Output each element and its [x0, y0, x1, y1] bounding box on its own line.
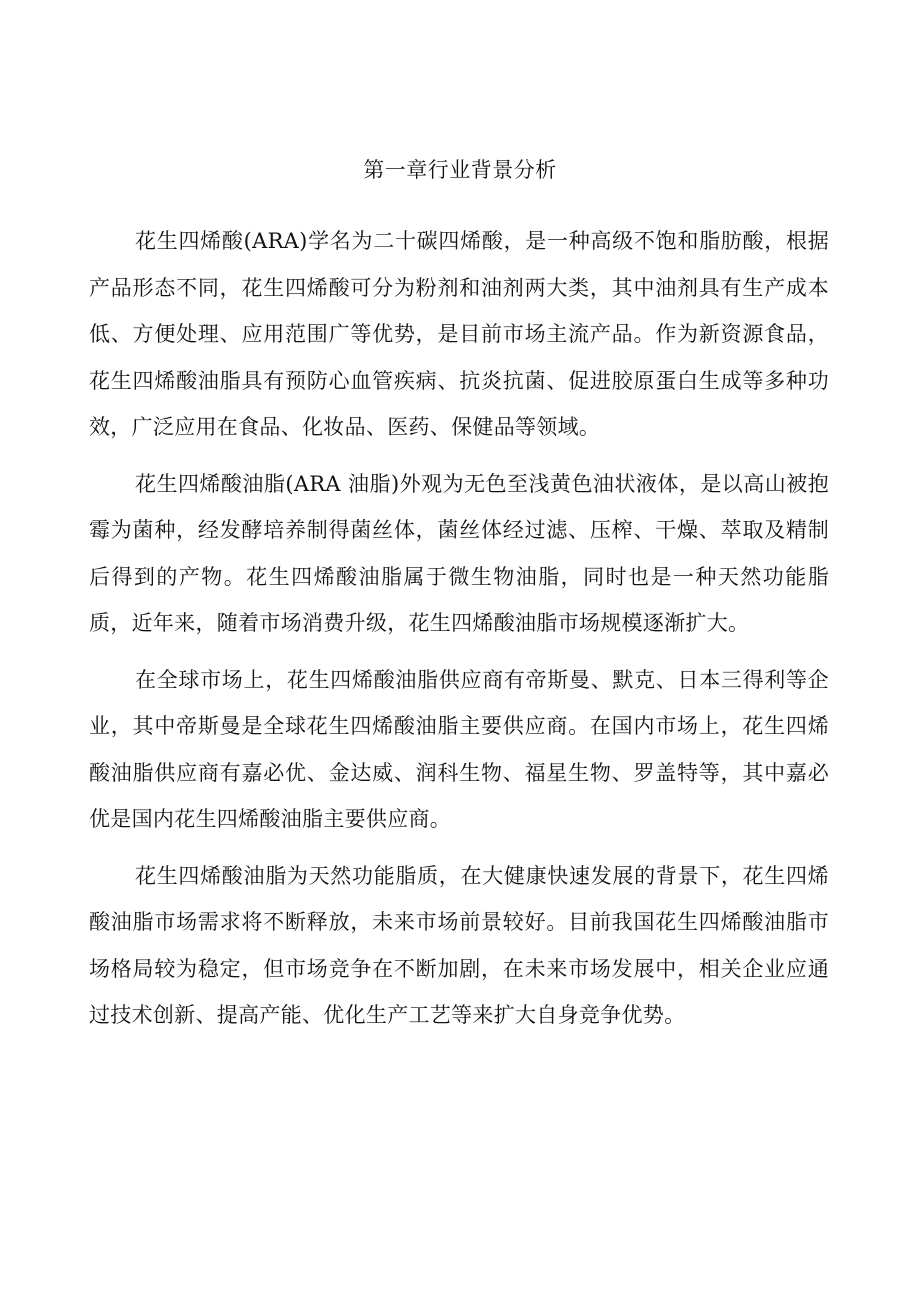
paragraph-2: 花生四烯酸油脂(ARA 油脂)外观为无色至浅黄色油状液体，是以高山被抱霉为菌种，经发酵培养制得菌丝体，菌丝体经过滤、压榨、干燥、萃取及精制后得到的产物。花生四烯酸油脂属于微生物油脂，同时也是一种天然功能脂质，近年来，随着市场消费升级，花生四烯酸油脂市场规模逐渐扩大。	[89, 471, 829, 635]
paragraph-1: 花生四烯酸(ARA)学名为二十碳四烯酸，是一种高级不饱和脂肪酸，根据产品形态不同，花生四烯酸可分为粉剂和油剂两大类，其中油剂具有生产成本低、方便处理、应用范围广等优势，是目前市场主流产品。作为新资源食品，花生四烯酸油脂具有预防心血管疾病、抗炎抗菌、促进胶原蛋白生成等多种功效，广泛应用在食品、化妆品、医药、保健品等领域。	[89, 229, 829, 439]
chapter-title: 第一章行业背景分析	[363, 158, 557, 182]
paragraph-3: 在全球市场上，花生四烯酸油脂供应商有帝斯曼、默克、日本三得利等企业，其中帝斯曼是全球花生四烯酸油脂主要供应商。在国内市场上，花生四烯酸油脂供应商有嘉必优、金达威、润科生物、福星生物、罗盖特等，其中嘉必优是国内花生四烯酸油脂主要供应商。	[89, 667, 829, 831]
body-text	[89, 218, 829, 1049]
paragraph-4: 花生四烯酸油脂为天然功能脂质，在大健康快速发展的背景下，花生四烯酸油脂市场需求将不断释放，未来市场前景较好。目前我国花生四烯酸油脂市场格局较为稳定，但市场竞争在不断加剧，在未来市场发展中，相关企业应通过技术创新、提高产能、优化生产工艺等来扩大自身竞争优势。	[89, 863, 829, 1027]
